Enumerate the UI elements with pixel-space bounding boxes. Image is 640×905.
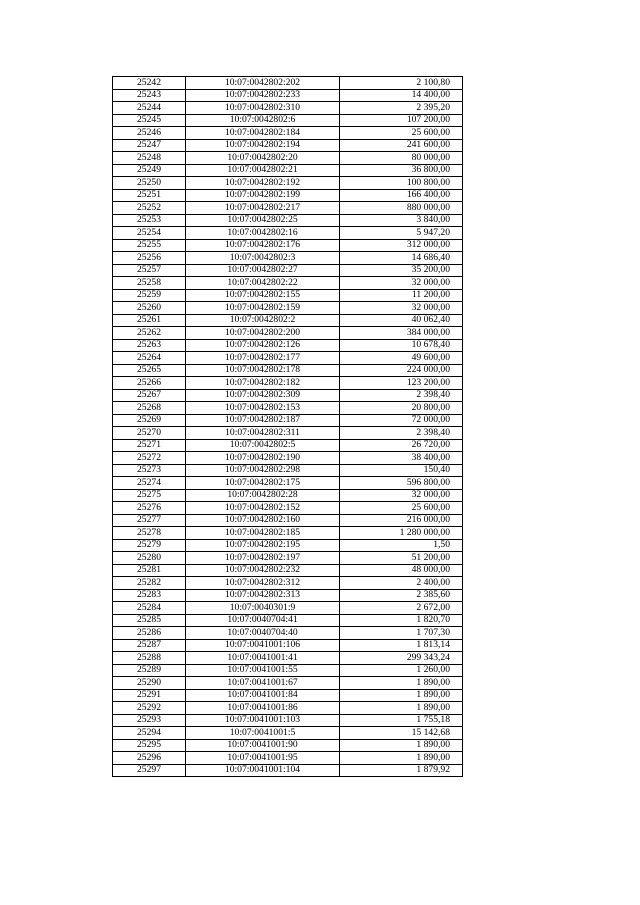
- table-row: [113, 364, 463, 377]
- cadastral-value: 150,40: [340, 464, 463, 477]
- row-number: 25283: [113, 589, 186, 602]
- cadastral-value: 72 000,00: [340, 414, 463, 427]
- table-row: [113, 539, 463, 552]
- table-row: [113, 577, 463, 590]
- row-number: 25275: [113, 489, 186, 502]
- cadastral-value: 36 800,00: [340, 164, 463, 177]
- cadastral-value: 2 672,00: [340, 602, 463, 615]
- row-number: 25274: [113, 477, 186, 490]
- row-number: 25254: [113, 227, 186, 240]
- cadastral-number: 10:07:0042802:202: [186, 77, 340, 90]
- cadastral-number: 10:07:0042802:28: [186, 489, 340, 502]
- row-number: 25280: [113, 552, 186, 565]
- table-row: [113, 289, 463, 302]
- row-number: 25255: [113, 239, 186, 252]
- table-row: [113, 77, 463, 90]
- row-number: 25269: [113, 414, 186, 427]
- row-number: 25284: [113, 602, 186, 615]
- cadastral-number: 10:07:0042802:311: [186, 427, 340, 440]
- cadastral-number: 10:07:0042802:194: [186, 139, 340, 152]
- cadastral-value: 216 000,00: [340, 514, 463, 527]
- cadastral-number: 10:07:0042802:155: [186, 289, 340, 302]
- cadastral-value: 166 400,00: [340, 189, 463, 202]
- cadastral-value: 32 000,00: [340, 489, 463, 502]
- cadastral-number: 10:07:0042802:195: [186, 539, 340, 552]
- cadastral-value: 100 800,00: [340, 177, 463, 190]
- table-row: [113, 727, 463, 740]
- row-number: 25248: [113, 152, 186, 165]
- table-row: [113, 714, 463, 727]
- cadastral-value: 2 398,40: [340, 427, 463, 440]
- row-number: 25272: [113, 452, 186, 465]
- cadastral-value: 224 000,00: [340, 364, 463, 377]
- cadastral-number: 10:07:0041001:104: [186, 764, 340, 777]
- cadastral-value: 26 720,00: [340, 439, 463, 452]
- table-row: [113, 602, 463, 615]
- table-row: [113, 177, 463, 190]
- row-number: 25260: [113, 302, 186, 315]
- cadastral-value: 15 142,68: [340, 727, 463, 740]
- cadastral-number: 10:07:0042802:310: [186, 102, 340, 115]
- cadastral-number: 10:07:0042802:152: [186, 502, 340, 515]
- cadastral-value: 25 600,00: [340, 502, 463, 515]
- cadastral-number: 10:07:0041001:106: [186, 639, 340, 652]
- row-number: 25277: [113, 514, 186, 527]
- cadastral-value: 14 686,40: [340, 252, 463, 265]
- cadastral-value: 2 395,20: [340, 102, 463, 115]
- row-number: 25293: [113, 714, 186, 727]
- cadastral-number: 10:07:0042802:178: [186, 364, 340, 377]
- cadastral-value-table: [112, 76, 463, 777]
- table-row: [113, 127, 463, 140]
- cadastral-number: 10:07:0042802:309: [186, 389, 340, 402]
- row-number: 25297: [113, 764, 186, 777]
- table-row: [113, 314, 463, 327]
- table-row: [113, 227, 463, 240]
- cadastral-number: 10:07:0042802:6: [186, 114, 340, 127]
- cadastral-number: 10:07:0041001:84: [186, 689, 340, 702]
- cadastral-value: 1 879,92: [340, 764, 463, 777]
- cadastral-value: 51 200,00: [340, 552, 463, 565]
- cadastral-number: 10:07:0042802:197: [186, 552, 340, 565]
- row-number: 25271: [113, 439, 186, 452]
- row-number: 25270: [113, 427, 186, 440]
- table-row: [113, 752, 463, 765]
- cadastral-value: 299 343,24: [340, 652, 463, 665]
- table-row: [113, 402, 463, 415]
- cadastral-number: 10:07:0042802:185: [186, 527, 340, 540]
- table-row: [113, 202, 463, 215]
- cadastral-value: 1 890,00: [340, 702, 463, 715]
- table-row: [113, 439, 463, 452]
- cadastral-number: 10:07:0042802:27: [186, 264, 340, 277]
- row-number: 25288: [113, 652, 186, 665]
- table-row: [113, 564, 463, 577]
- cadastral-value: 2 398,40: [340, 389, 463, 402]
- table-body: [113, 77, 463, 777]
- row-number: 25244: [113, 102, 186, 115]
- cadastral-number: 10:07:0042802:16: [186, 227, 340, 240]
- cadastral-number: 10:07:0041001:90: [186, 739, 340, 752]
- row-number: 25262: [113, 327, 186, 340]
- cadastral-number: 10:07:0042802:175: [186, 477, 340, 490]
- cadastral-value: 80 000,00: [340, 152, 463, 165]
- table-row: [113, 389, 463, 402]
- cadastral-number: 10:07:0042802:20: [186, 152, 340, 165]
- table-row: [113, 239, 463, 252]
- table-row: [113, 627, 463, 640]
- row-number: 25263: [113, 339, 186, 352]
- row-number: 25266: [113, 377, 186, 390]
- cadastral-value: 38 400,00: [340, 452, 463, 465]
- table-row: [113, 414, 463, 427]
- cadastral-value: 1 890,00: [340, 739, 463, 752]
- row-number: 25256: [113, 252, 186, 265]
- cadastral-value: 1 820,70: [340, 614, 463, 627]
- row-number: 25268: [113, 402, 186, 415]
- row-number: 25278: [113, 527, 186, 540]
- cadastral-value: 2 400,00: [340, 577, 463, 590]
- table-row: [113, 639, 463, 652]
- cadastral-number: 10:07:0042802:233: [186, 89, 340, 102]
- cadastral-number: 10:07:0042802:184: [186, 127, 340, 140]
- table-row: [113, 614, 463, 627]
- cadastral-number: 10:07:0042802:298: [186, 464, 340, 477]
- cadastral-number: 10:07:0042802:177: [186, 352, 340, 365]
- row-number: 25259: [113, 289, 186, 302]
- row-number: 25296: [113, 752, 186, 765]
- cadastral-number: 10:07:0041001:67: [186, 677, 340, 690]
- cadastral-value: 107 200,00: [340, 114, 463, 127]
- row-number: 25290: [113, 677, 186, 690]
- row-number: 25243: [113, 89, 186, 102]
- row-number: 25265: [113, 364, 186, 377]
- row-number: 25249: [113, 164, 186, 177]
- cadastral-value: 3 840,00: [340, 214, 463, 227]
- row-number: 25292: [113, 702, 186, 715]
- cadastral-number: 10:07:0042802:160: [186, 514, 340, 527]
- cadastral-value: 25 600,00: [340, 127, 463, 140]
- row-number: 25273: [113, 464, 186, 477]
- row-number: 25295: [113, 739, 186, 752]
- cadastral-number: 10:07:0041001:86: [186, 702, 340, 715]
- row-number: 25242: [113, 77, 186, 90]
- cadastral-number: 10:07:0042802:153: [186, 402, 340, 415]
- cadastral-number: 10:07:0041001:5: [186, 727, 340, 740]
- cadastral-number: 10:07:0040301:9: [186, 602, 340, 615]
- cadastral-number: 10:07:0041001:103: [186, 714, 340, 727]
- cadastral-number: 10:07:0042802:187: [186, 414, 340, 427]
- cadastral-value: 10 678,40: [340, 339, 463, 352]
- cadastral-value: 32 000,00: [340, 302, 463, 315]
- row-number: 25267: [113, 389, 186, 402]
- row-number: 25279: [113, 539, 186, 552]
- cadastral-value: 1 813,14: [340, 639, 463, 652]
- document-page: [112, 76, 463, 777]
- cadastral-value: 596 800,00: [340, 477, 463, 490]
- cadastral-number: 10:07:0042802:3: [186, 252, 340, 265]
- table-row: [113, 327, 463, 340]
- cadastral-number: 10:07:0042802:232: [186, 564, 340, 577]
- table-row: [113, 164, 463, 177]
- cadastral-value: 1 755,18: [340, 714, 463, 727]
- table-row: [113, 277, 463, 290]
- row-number: 25250: [113, 177, 186, 190]
- cadastral-number: 10:07:0042802:22: [186, 277, 340, 290]
- cadastral-value: 32 000,00: [340, 277, 463, 290]
- cadastral-value: 312 000,00: [340, 239, 463, 252]
- table-row: [113, 489, 463, 502]
- table-row: [113, 452, 463, 465]
- table-row: [113, 214, 463, 227]
- cadastral-value: 1,50: [340, 539, 463, 552]
- table-row: [113, 377, 463, 390]
- row-number: 25253: [113, 214, 186, 227]
- cadastral-number: 10:07:0042802:199: [186, 189, 340, 202]
- cadastral-value: 49 600,00: [340, 352, 463, 365]
- cadastral-value: 1 280 000,00: [340, 527, 463, 540]
- cadastral-value: 2 100,80: [340, 77, 463, 90]
- cadastral-number: 10:07:0042802:312: [186, 577, 340, 590]
- cadastral-number: 10:07:0042802:190: [186, 452, 340, 465]
- cadastral-value: 5 947,20: [340, 227, 463, 240]
- cadastral-number: 10:07:0042802:313: [186, 589, 340, 602]
- table-row: [113, 589, 463, 602]
- cadastral-number: 10:07:0042802:217: [186, 202, 340, 215]
- cadastral-number: 10:07:0041001:95: [186, 752, 340, 765]
- cadastral-number: 10:07:0042802:126: [186, 339, 340, 352]
- row-number: 25281: [113, 564, 186, 577]
- row-number: 25289: [113, 664, 186, 677]
- cadastral-value: 241 600,00: [340, 139, 463, 152]
- cadastral-value: 1 260,00: [340, 664, 463, 677]
- table-row: [113, 464, 463, 477]
- table-row: [113, 352, 463, 365]
- cadastral-number: 10:07:0040704:40: [186, 627, 340, 640]
- cadastral-number: 10:07:0042802:21: [186, 164, 340, 177]
- cadastral-value: 880 000,00: [340, 202, 463, 215]
- table-row: [113, 189, 463, 202]
- row-number: 25261: [113, 314, 186, 327]
- table-row: [113, 114, 463, 127]
- row-number: 25264: [113, 352, 186, 365]
- cadastral-number: 10:07:0040704:41: [186, 614, 340, 627]
- row-number: 25285: [113, 614, 186, 627]
- table-row: [113, 689, 463, 702]
- table-row: [113, 139, 463, 152]
- cadastral-value: 11 200,00: [340, 289, 463, 302]
- table-row: [113, 502, 463, 515]
- row-number: 25286: [113, 627, 186, 640]
- cadastral-value: 14 400,00: [340, 89, 463, 102]
- row-number: 25291: [113, 689, 186, 702]
- row-number: 25282: [113, 577, 186, 590]
- cadastral-number: 10:07:0042802:192: [186, 177, 340, 190]
- cadastral-value: 123 200,00: [340, 377, 463, 390]
- cadastral-number: 10:07:0042802:2: [186, 314, 340, 327]
- cadastral-value: 35 200,00: [340, 264, 463, 277]
- table-row: [113, 677, 463, 690]
- cadastral-number: 10:07:0042802:5: [186, 439, 340, 452]
- table-row: [113, 252, 463, 265]
- cadastral-number: 10:07:0042802:200: [186, 327, 340, 340]
- cadastral-value: 40 062,40: [340, 314, 463, 327]
- cadastral-value: 384 000,00: [340, 327, 463, 340]
- cadastral-value: 1 890,00: [340, 689, 463, 702]
- row-number: 25245: [113, 114, 186, 127]
- table-row: [113, 152, 463, 165]
- cadastral-value: 20 800,00: [340, 402, 463, 415]
- table-row: [113, 552, 463, 565]
- cadastral-value: 1 707,30: [340, 627, 463, 640]
- cadastral-value: 2 385,60: [340, 589, 463, 602]
- cadastral-number: 10:07:0042802:159: [186, 302, 340, 315]
- table-row: [113, 339, 463, 352]
- cadastral-number: 10:07:0042802:25: [186, 214, 340, 227]
- row-number: 25257: [113, 264, 186, 277]
- row-number: 25287: [113, 639, 186, 652]
- table-row: [113, 664, 463, 677]
- table-row: [113, 264, 463, 277]
- row-number: 25294: [113, 727, 186, 740]
- row-number: 25258: [113, 277, 186, 290]
- cadastral-number: 10:07:0042802:176: [186, 239, 340, 252]
- cadastral-number: 10:07:0041001:55: [186, 664, 340, 677]
- row-number: 25251: [113, 189, 186, 202]
- row-number: 25246: [113, 127, 186, 140]
- table-row: [113, 514, 463, 527]
- table-row: [113, 427, 463, 440]
- table-row: [113, 702, 463, 715]
- table-row: [113, 477, 463, 490]
- cadastral-number: 10:07:0041001:41: [186, 652, 340, 665]
- cadastral-value: 48 000,00: [340, 564, 463, 577]
- table-row: [113, 102, 463, 115]
- table-row: [113, 302, 463, 315]
- table-row: [113, 652, 463, 665]
- cadastral-number: 10:07:0042802:182: [186, 377, 340, 390]
- row-number: 25252: [113, 202, 186, 215]
- table-row: [113, 739, 463, 752]
- row-number: 25247: [113, 139, 186, 152]
- table-row: [113, 527, 463, 540]
- row-number: 25276: [113, 502, 186, 515]
- table-row: [113, 764, 463, 777]
- cadastral-value: 1 890,00: [340, 677, 463, 690]
- cadastral-value: 1 890,00: [340, 752, 463, 765]
- table-row: [113, 89, 463, 102]
